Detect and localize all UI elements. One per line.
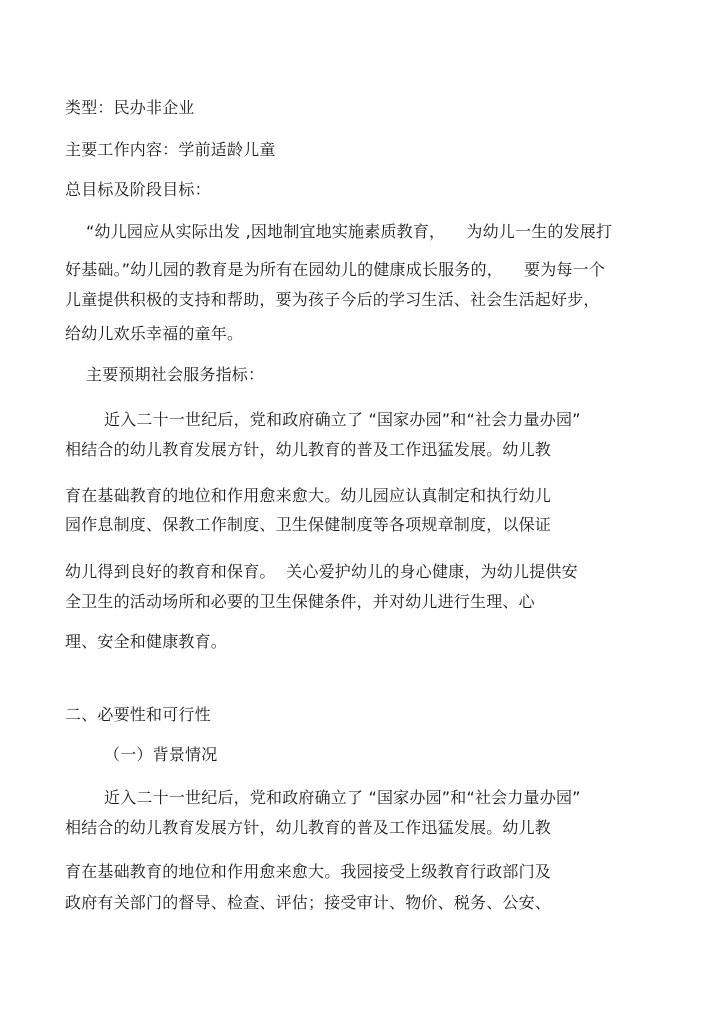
service-paragraph-line: 全卫生的活动场所和必要的卫生保健条件，并对幼儿进行生理、心	[65, 592, 535, 611]
background-paragraph-line: 相结合的幼儿教育发展方针，幼儿教育的普及工作迅猛发展。幼儿教	[65, 818, 552, 837]
work-content-line: 主要工作内容：学前适龄儿童	[65, 140, 276, 159]
goal-paragraph-line: 给幼儿欢乐幸福的童年。	[65, 324, 244, 343]
service-paragraph-line: 近入二十一世纪后，党和政府确立了 “国家办园”和“社会力量办园”	[104, 410, 581, 429]
service-paragraph-line: 园作息制度、保教工作制度、卫生保健制度等各项规章制度，以保证	[65, 515, 552, 534]
subsection-heading: （一）背景情况	[104, 745, 218, 764]
service-paragraph-line: 幼儿得到良好的教育和保育。 关心爱护幼儿的身心健康，为幼儿提供安	[65, 562, 578, 581]
goal-paragraph-line: 好基础。”幼儿园的教育是为所有在园幼儿的健康成长服务的， 要为每一个	[65, 260, 606, 279]
service-paragraph-line: 理、安全和健康教育。	[65, 632, 228, 651]
type-line: 类型：民办非企业	[65, 98, 195, 117]
service-paragraph-line: 相结合的幼儿教育发展方针，幼儿教育的普及工作迅猛发展。幼儿教	[65, 440, 552, 459]
section-heading: 二、必要性和可行性	[65, 705, 211, 724]
background-paragraph-line: 近入二十一世纪后，党和政府确立了 “国家办园”和“社会力量办园”	[104, 788, 581, 807]
goals-heading: 总目标及阶段目标：	[65, 180, 211, 199]
service-heading: 主要预期社会服务指标：	[86, 365, 265, 384]
service-paragraph-line: 育在基础教育的地位和作用愈来愈大。幼儿园应认真制定和执行幼儿	[65, 486, 552, 505]
background-paragraph-line: 政府有关部门的督导、检查、评估；接受审计、物价、税务、公安、	[65, 893, 552, 912]
background-paragraph-line: 育在基础教育的地位和作用愈来愈大。我园接受上级教育行政部门及	[65, 862, 552, 881]
goal-paragraph-line: “幼儿园应从实际出发 ,因地制宜地实施素质教育， 为幼儿一生的发展打	[86, 222, 613, 241]
goal-paragraph-line: 儿童提供积极的支持和帮助，要为孩子今后的学习生活、社会生活起好步，	[65, 290, 600, 309]
